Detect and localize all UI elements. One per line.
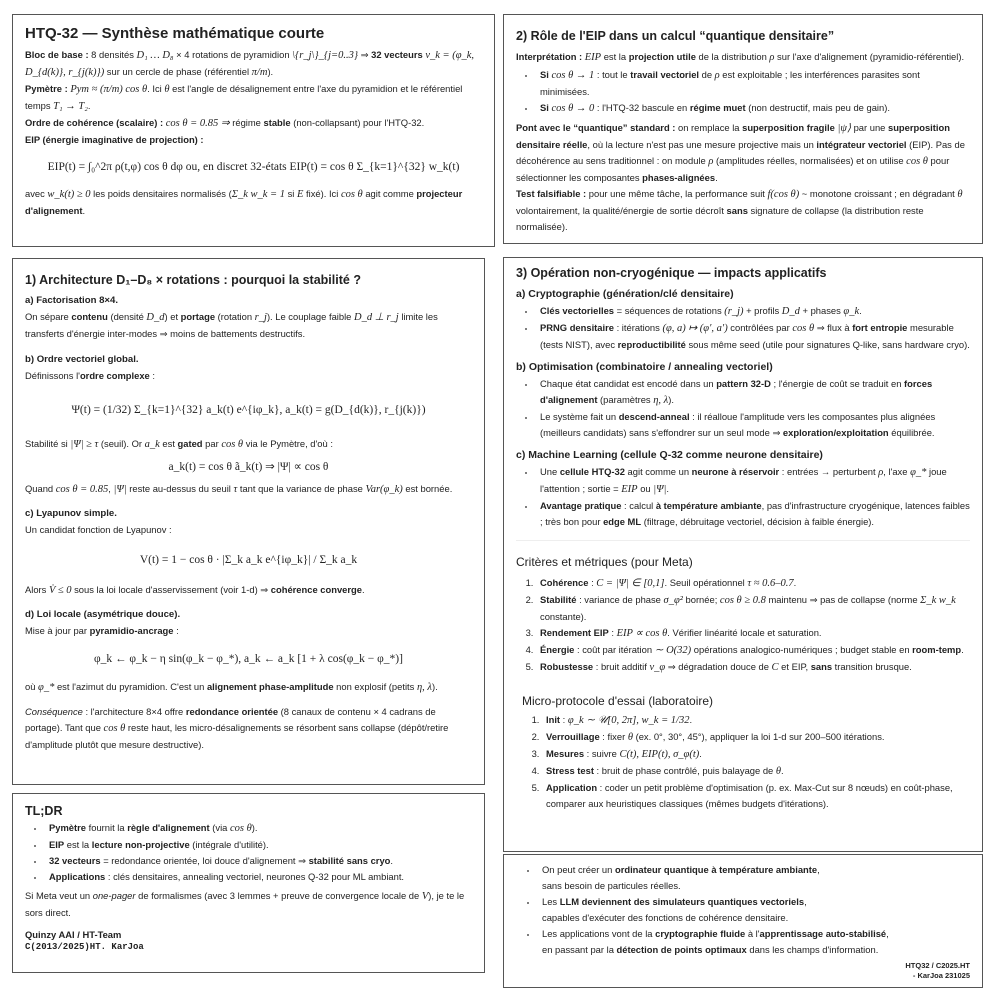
- bold-text: régime muet: [689, 102, 746, 113]
- list-item: • PRNG densitaire : itérations (φ, a) ↦ (φ′, a′) contrôlées par cos θ ⇒ flux à fort entropie mesurable (tests NIST), avec reproductibilité sous même seed (utile pour signatures Q-like, sans hardware cryo).: [536, 320, 970, 353]
- bold-text: cohérence converge: [270, 584, 362, 595]
- divider: [516, 540, 970, 541]
- paragraph: Interprétation : EIP est la projection utile de la distribution ρ sur l'axe d'alignement (pyramidio-référentiel).: [516, 51, 965, 63]
- math-inline: |ψ⟩: [837, 123, 851, 134]
- section-title: 1) Architecture D₁–D₈ × rotations : pourquoi la stabilité ?: [25, 273, 361, 287]
- bold-text: phases-alignées: [642, 172, 716, 183]
- subsection-title: b) Optimisation (combinatoire / annealing vectoriel): [516, 361, 773, 373]
- bold-text: sans: [810, 661, 833, 672]
- math-inline: θ: [775, 766, 782, 777]
- math-inline: (φ_k, D_{d(k)}, r_{j(k)}): [25, 50, 475, 78]
- math-inline: a_k: [144, 439, 160, 450]
- conclusion-box: [503, 854, 983, 988]
- bullet-list: [536, 303, 970, 353]
- list-item: • Le système fait un descend-anneal : il réalloue l'amplitude vers les composantes plus alignées (meilleurs candidats) sans s'effondrer sur un seul mode ⇒ exploration/exploitation équilibrée.: [536, 409, 970, 441]
- math-inline: cos θ ≥ 0.8: [719, 595, 766, 606]
- bold-text: Applications: [49, 871, 106, 882]
- math-inline: ∼ O(32): [654, 645, 692, 656]
- signature-copyright: C(2013/2025)HT. KarJoa: [25, 942, 144, 952]
- list-item: • Les applications vont de la cryptographie fluide à l'apprentissage auto-stabilisé, en passant par la détection de points optimaux dans les champs d'information.: [538, 926, 970, 958]
- bold-text: Verrouillage: [546, 731, 600, 742]
- numbered-list: [536, 575, 970, 676]
- paragraph: Pont avec le “quantique” standard : on remplace la superposition fragile |ψ⟩ par une superposition densitaire réelle, où la lecture n'est pas une mesure projective mais un intégrateur vectoriel (EIP). Pas de décohérence au sens traditionnel : on module ρ (amplitudes réelles, normalisées) et on utilise cos θ pour sélectionner les composantes phases-alignées.: [516, 122, 965, 183]
- bold-text: Robustesse: [540, 661, 594, 672]
- bold-text: intégrateur vectoriel: [816, 139, 907, 150]
- list-item: • Chaque état candidat est encodé dans un pattern 32-D ; l'énergie de coût se traduit en forces d'alignement (paramètres η, λ).: [536, 376, 970, 409]
- math-inline: ρ: [714, 70, 720, 81]
- math-inline: σ_φ²: [663, 595, 683, 606]
- math-inline: τ ≈ 0.6–0.7: [747, 578, 794, 589]
- bold-text: apprentissage auto-stabilisé: [759, 928, 887, 939]
- list-item: 2. Verrouillage : fixer θ (ex. 0°, 30°, 45°), appliquer la loi 1-d sur 200–500 itérations.: [542, 729, 970, 746]
- math-inline: Σ_k w_k = 1: [231, 189, 286, 200]
- bold-text: edge ML: [603, 516, 642, 527]
- math-inline: D_d: [781, 306, 800, 317]
- bold-text: projection utile: [628, 51, 696, 62]
- bold-text: superposition fragile: [742, 122, 835, 133]
- math-inline: T₁ → T₂: [53, 101, 88, 112]
- stamp-line: - KarJoa 231025: [912, 971, 970, 980]
- equation: a_k(t) = cos θ ã_k(t) ⇒ |Ψ| ∝ cos θ: [168, 461, 329, 473]
- bold-text: alignement phase-amplitude: [206, 681, 334, 692]
- math-inline: v_k =: [425, 50, 450, 61]
- list-item: 3. Rendement EIP : EIP ∝ cos θ. Vérifier linéarité locale et saturation.: [536, 625, 970, 642]
- subsection-title: d) Loi locale (asymétrique douce).: [25, 609, 181, 620]
- bold-text: projecteur d'alignement: [25, 188, 463, 216]
- eip-role-box: [503, 14, 983, 244]
- list-item: • Si cos θ → 0 : l'HTQ-32 bascule en régime muet (non destructif, mais peu de gain).: [536, 100, 970, 117]
- section-title: Critères et métriques (pour Meta): [516, 555, 693, 569]
- bold-text: Bloc de base :: [25, 49, 89, 60]
- math-inline: |Ψ|: [653, 484, 667, 495]
- bold-text: Énergie: [540, 644, 575, 655]
- bold-text: forces d'alignement: [540, 378, 933, 405]
- paragraph: Ordre de cohérence (scalaire) : cos θ = 0.85 ⇒ régime stable (non-collapsant) pour l'HTQ-32.: [25, 117, 425, 129]
- math-inline: Σ_k w_k: [920, 595, 956, 606]
- equation: V(t) = 1 − cos θ · |Σ_k a_k e^{iφ_k}| / Σ_k a_k: [139, 554, 358, 566]
- math-inline: Pym ≈ (π/m) cos θ: [70, 84, 148, 95]
- paragraph: Test falsifiable : pour une même tâche, la performance suit f(cos θ) ~ monotone croissant ; en dégradant θ volontairement, la qualité/énergie de sortie décroît sans signature de collapse (la distribution reste normalisée).: [516, 188, 963, 232]
- bold-text: Mesures: [546, 748, 585, 759]
- subsection-title: c) Machine Learning (cellule Q-32 comme neurone densitaire): [516, 449, 823, 461]
- bold-text: travail vectoriel: [630, 69, 700, 80]
- list-item: 4. Stress test : bruit de phase contrôlé, puis balayage de θ.: [542, 763, 970, 780]
- subsection-title: a) Cryptographie (génération/clé densitaire): [516, 288, 734, 300]
- equation: φ_k ← φ_k − η sin(φ_k − φ_*), a_k ← a_k [1 + λ cos(φ_k − φ_*)]: [94, 653, 403, 665]
- paragraph: Si Meta veut un one-pager de formalismes (avec 3 lemmes + preuve de convergence locale de V), je te le sors direct.: [25, 890, 465, 918]
- list-item: 1. Cohérence : C = |Ψ| ∈ [0,1]. Seuil opérationnel τ ≈ 0.6–0.7.: [536, 575, 970, 592]
- bold-text: Pont avec le “quantique” standard :: [516, 122, 676, 133]
- list-item: 3. Mesures : suivre C(t), EIP(t), σ_φ(t).: [542, 746, 970, 763]
- math-inline: cos θ: [906, 156, 928, 167]
- math-inline: θ: [164, 84, 170, 95]
- stamp-line: HTQ32 / C2025.HT: [905, 961, 970, 970]
- paragraph: On sépare contenu (densité D_d) et portage (rotation r_j). Le couplage faible D_d ⊥ r_j limite les transferts d'énergie inter-modes ⇒ moins de battements destructifs.: [25, 311, 438, 339]
- math-inline: EIP: [621, 484, 638, 495]
- list-item: 5. Robustesse : bruit additif ν_φ ⇒ dégradation douce de C et EIP, sans transition brusque.: [536, 659, 970, 676]
- math-inline: C = |Ψ| ∈ [0,1]: [596, 578, 665, 589]
- subsection-title: c) Lyapunov simple.: [25, 508, 117, 519]
- equation: Ψ(t) = (1/32) Σ_{k=1}^{32} a_k(t) e^{iφ_k}, a_k(t) = g(D_{d(k)}, r_{j(k)}): [71, 404, 426, 416]
- math-inline: D₁ … D₈: [136, 50, 174, 61]
- list-item: • Les LLM deviennent des simulateurs quantiques vectoriels, capables d'exécuter des fonctions de cohérence densitaire.: [538, 894, 970, 926]
- bold-text: à température ambiante: [655, 500, 762, 511]
- bold-text: fort entropie: [852, 322, 908, 333]
- math-inline: cos θ → 1: [551, 70, 595, 81]
- right-column: [503, 14, 983, 988]
- math-inline: φ_k ∼ 𝒰[0, 2π], w_k = 1/32: [567, 715, 690, 726]
- bullet-list: [538, 862, 970, 958]
- bold-text: contenu: [71, 311, 108, 322]
- section-title: TL;DR: [25, 804, 63, 818]
- bold-text: Rendement EIP: [540, 627, 609, 638]
- left-column: [12, 14, 495, 973]
- math-inline: w_k(t) ≥ 0: [47, 189, 91, 200]
- bold-text: pyramidio-ancrage: [89, 625, 174, 636]
- list-item: • Applications : clés densitaires, annealing vectoriel, neurones Q-32 pour ML ambiant.: [45, 869, 472, 885]
- bold-text: lecture non-projective: [91, 839, 190, 850]
- list-item: • On peut créer un ordinateur quantique à température ambiante, sans besoin de particules réelles.: [538, 862, 970, 894]
- math-inline: D_d: [146, 312, 165, 323]
- bullet-list: [536, 67, 970, 117]
- bold-text: Test falsifiable :: [516, 188, 587, 199]
- paragraph: Stabilité si |Ψ| ≥ τ (seuil). Or a_k est gated par cos θ via le Pymètre, d'où :: [25, 438, 333, 450]
- bold-text: Interprétation :: [516, 51, 583, 62]
- paragraph: [25, 132, 482, 148]
- bold-text: Cohérence: [540, 577, 589, 588]
- bold-text: Pymètre :: [25, 83, 68, 94]
- bold-text: pattern 32-D: [716, 378, 771, 389]
- bold-text: Avantage pratique: [540, 500, 622, 511]
- bold-text: Ordre de cohérence (scalaire) :: [25, 117, 164, 128]
- bold-text: Stress test: [546, 765, 594, 776]
- list-item: • Une cellule HTQ-32 agit comme un neurone à réservoir : entrées → perturbent ρ, l'axe φ_* joue l'attention ; sortie = EIP ou |Ψ|.: [536, 464, 970, 498]
- bold-text: Init: [546, 714, 561, 725]
- equation: EIP(t) = ∫₀^2π ρ(t,φ) cos θ dφ ou, en discret 32-états EIP(t) = cos θ Σ_{k=1}^{32} w_k(t): [47, 161, 460, 173]
- bullet-list: [536, 464, 970, 530]
- bold-text: reproductibilité: [617, 339, 686, 350]
- bold-text: 32 vecteurs: [49, 855, 101, 866]
- bold-text: détection de points optimaux: [616, 944, 747, 955]
- math-inline: θ: [627, 732, 633, 743]
- paragraph: Quand cos θ = 0.85, |Ψ| reste au-dessus du seuil τ tant que la variance de phase Var(φ_k) est bornée.: [25, 483, 453, 495]
- bold-text: cryptographie fluide: [655, 928, 746, 939]
- math-inline: V: [421, 891, 429, 902]
- paragraph: Pymètre : Pym ≈ (π/m) cos θ. Ici θ est l'angle de désalignement entre l'axe du pyramidion et le référentiel temps T₁ → T₂.: [25, 83, 463, 112]
- math-inline: V̇ ≤ 0: [48, 585, 72, 596]
- paragraph: avec w_k(t) ≥ 0 les poids densitaires normalisés (Σ_k w_k = 1 si E fixé). Ici cos θ agit comme projecteur d'alignement.: [25, 188, 463, 216]
- bold-text: portage: [180, 311, 216, 322]
- math-inline: r_j: [254, 312, 267, 323]
- paragraph: Bloc de base : 8 densités D₁ … D₈ × 4 rotations de pyramidion \{r_j\}_{j=0..3} ⇒ 32 vecteurs v_k = (φ_k, D_{d(k)}, r_{j(k)}) sur un cercle de phase (référentiel π/m).: [25, 49, 475, 78]
- list-item: • Pymètre fournit la règle d'alignement (via cos θ).: [45, 820, 472, 837]
- signature: [25, 929, 472, 953]
- applications-box: [503, 257, 983, 852]
- math-inline: cos θ: [792, 323, 815, 334]
- math-inline: φ_*: [910, 467, 927, 478]
- bullet-list: [45, 820, 472, 885]
- list-item: 5. Application : coder un petit problème d'optimisation (p. ex. Max-Cut sur 8 nœuds) en coût-phase, comparer aux heuristiques classiques (mêmes budgets d'itérations).: [542, 780, 970, 812]
- bold-text: ordinateur quantique à température ambiante: [614, 864, 818, 875]
- bold-text: LLM deviennent des simulateurs quantiques vectoriels: [559, 896, 805, 907]
- bold-text: Pymètre: [49, 822, 87, 833]
- italic-text: Conséquence: [25, 706, 83, 717]
- paragraph: Conséquence : l'architecture 8×4 offre redondance orientée (8 canaux de contenu × 4 cadrans de portage). Tant que cos θ reste haut, les micro-désalignements se résorbent sans collapse (dépôt/retire d'amplitude plutôt que mesure destructive).: [25, 706, 449, 750]
- math-inline: (φ, a) ↦ (φ′, a′): [662, 323, 728, 334]
- bold-text: neurone à réservoir: [691, 466, 780, 477]
- bold-text: stable: [263, 117, 291, 128]
- subsection-title: b) Ordre vectoriel global.: [25, 354, 139, 365]
- math-inline: θ: [957, 189, 963, 200]
- doc-title: HTQ-32 — Synthèse mathématique courte: [25, 25, 325, 42]
- bold-text: règle d'alignement: [127, 822, 210, 833]
- math-inline: cos θ: [221, 439, 244, 450]
- math-inline: |Ψ| ≥ τ: [70, 439, 99, 450]
- math-inline: π/m: [251, 67, 268, 78]
- paragraph: où φ_* est l'azimut du pyramidion. C'est un alignement phase-amplitude non explosif (petits η, λ).: [25, 681, 438, 693]
- math-inline: cos θ: [340, 189, 363, 200]
- math-inline: cos θ = 0.85: [55, 484, 109, 495]
- math-inline: f(cos θ): [767, 189, 800, 200]
- math-inline: EIP ∝ cos θ: [616, 628, 668, 639]
- bold-text: stabilité sans cryo: [308, 855, 391, 866]
- math-inline: η, λ: [416, 682, 432, 693]
- paragraph: Mise à jour par pyramidio-ancrage :: [25, 625, 179, 636]
- math-inline: φ_k: [843, 306, 860, 317]
- math-inline: η, λ: [653, 395, 669, 406]
- section-title: Micro-protocole d'essai (laboratoire): [522, 694, 714, 708]
- list-item: 4. Énergie : coût par itération ∼ O(32) opérations analogico-numériques ; budget stable en room-temp.: [536, 642, 970, 659]
- math-inline: |Ψ|: [113, 484, 127, 495]
- stamp: [516, 961, 970, 981]
- paragraph: Alors V̇ ≤ 0 sous la loi locale d'asservissement (voir 1-d) ⇒ cohérence converge.: [25, 584, 365, 596]
- bold-text: Stabilité: [540, 594, 577, 605]
- bold-text: redondance orientée: [185, 706, 279, 717]
- math-inline: D_d ⊥ r_j: [353, 312, 399, 323]
- italic-text: one-pager: [92, 890, 136, 901]
- summary-box: [12, 14, 495, 247]
- math-inline: Var(φ_k): [365, 484, 403, 495]
- bold-text: Application: [546, 782, 598, 793]
- numbered-list: [542, 712, 970, 812]
- math-inline: φ_*: [38, 682, 55, 693]
- math-inline: τ: [233, 484, 238, 495]
- section-title: 2) Rôle de l'EIP dans un calcul “quantique densitaire”: [516, 29, 835, 43]
- list-item: • 32 vecteurs = redondance orientée, loi douce d'alignement ⇒ stabilité sans cryo.: [45, 853, 472, 869]
- subsection-title: a) Factorisation 8×4.: [25, 295, 119, 306]
- list-item: • Clés vectorielles = séquences de rotations (r_j) + profils D_d + phases φ_k.: [536, 303, 970, 320]
- bold-text: PRNG densitaire: [540, 322, 614, 333]
- bold-text: Si: [540, 69, 549, 80]
- math-inline: cos θ = 0.85 ⇒: [165, 118, 230, 129]
- bold-text: Si: [540, 102, 549, 113]
- math-inline: \{r_j\}_{j=0..3}: [292, 50, 359, 61]
- paragraph: Définissons l'ordre complexe :: [25, 370, 155, 381]
- math-inline: (r_j): [724, 306, 744, 317]
- bold-text: exploration/exploitation: [782, 427, 889, 438]
- list-item: • EIP est la lecture non-projective (intégrale d'utilité).: [45, 837, 472, 853]
- math-inline: cos θ → 0: [551, 103, 595, 114]
- math-inline: ρ: [769, 52, 775, 63]
- math-inline: ρ: [708, 156, 714, 167]
- architecture-box: [12, 258, 485, 785]
- section-title: 3) Opération non-cryogénique — impacts applicatifs: [516, 266, 827, 280]
- paragraph: Un candidat fonction de Lyapunov :: [25, 524, 172, 535]
- list-item: 2. Stabilité : variance de phase σ_φ² bornée; cos θ ≥ 0.8 maintenu ⇒ pas de collapse (norme Σ_k w_k constante).: [536, 592, 970, 625]
- bullet-list: [536, 376, 970, 441]
- bold-text: sans: [726, 205, 748, 216]
- bold-text: room-temp: [912, 644, 962, 655]
- bold-text: cellule HTQ-32: [559, 466, 625, 477]
- bold-text: superposition densitaire réelle: [516, 122, 950, 150]
- math-inline: C(t), EIP(t), σ_φ(t): [619, 749, 700, 760]
- tldr-box: [12, 793, 485, 973]
- math-inline: cos θ: [229, 823, 252, 834]
- signature-team: Quinzy AAI / HT-Team: [25, 929, 122, 940]
- list-item: 1. Init : φ_k ∼ 𝒰[0, 2π], w_k = 1/32.: [542, 712, 970, 729]
- math-inline: C: [771, 662, 779, 673]
- bold-text: EIP (énergie imaginative de projection) :: [25, 134, 204, 145]
- math-inline: ρ: [878, 467, 884, 478]
- bold-text: ordre complexe: [79, 370, 150, 381]
- math-inline: ν_φ: [649, 662, 666, 673]
- bold-text: EIP: [49, 839, 65, 850]
- list-item: • Si cos θ → 1 : tout le travail vectoriel de ρ est exploitable ; les interférences parasites sont minimisées.: [536, 67, 970, 100]
- bold-text: gated: [177, 438, 203, 449]
- math-inline: E: [297, 189, 304, 200]
- math-inline: EIP: [584, 52, 602, 63]
- bold-text: descend-anneal: [618, 411, 690, 422]
- bold-text: Clés vectorielles: [540, 305, 615, 316]
- math-inline: cos θ: [103, 723, 126, 734]
- list-item: • Avantage pratique : calcul à température ambiante, pas d'infrastructure cryogénique, latences faibles ; très bon pour edge ML (filtrage, débruitage vectoriel, décision à faible énergie).: [536, 498, 970, 530]
- bold-text: 32 vecteurs: [371, 49, 423, 60]
